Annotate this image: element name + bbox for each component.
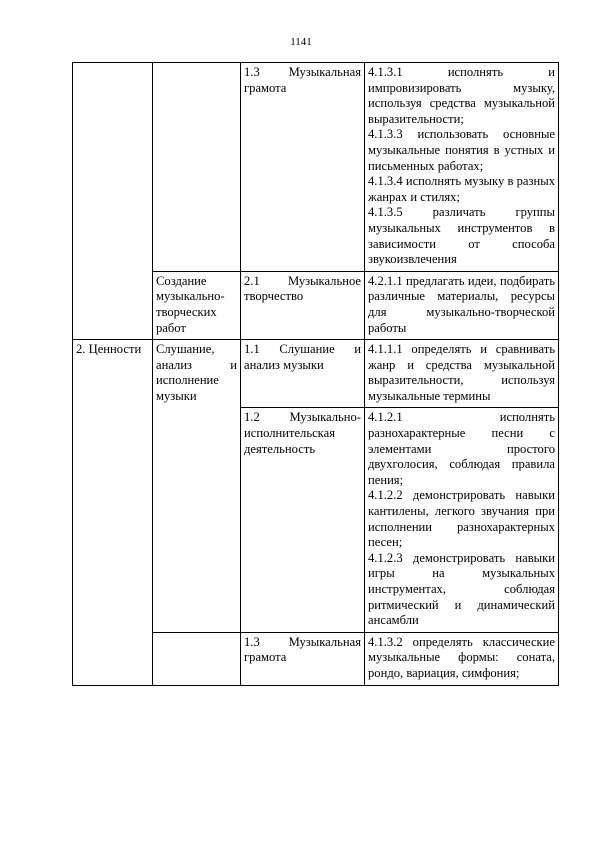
subsection-cell: 1.1 Слушание и анализ музыки bbox=[241, 340, 365, 408]
subsection-cell: 1.3 Музыкальная грамота bbox=[241, 63, 365, 272]
outcome-item: 4.1.2.2 демонстрировать навыки кантилены, легкого звучания при исполнении разнохарактерных песен; bbox=[368, 488, 555, 550]
subsection-cell: 2.1 Музыкальное творчество bbox=[241, 271, 365, 339]
outcome-item: 4.2.1.1 предлагать идеи, подбирать различные материалы, ресурсы для музыкально-творческой работы bbox=[368, 273, 555, 335]
outcomes-cell bbox=[365, 340, 559, 408]
outcomes-cell bbox=[365, 408, 559, 632]
curriculum-table bbox=[72, 62, 559, 686]
outcomes-cell bbox=[365, 63, 559, 272]
outcome-item: 4.1.2.3 демонстрировать навыки игры на музыкальных инструментах, соблюдая ритмический и динамический ансамбли bbox=[368, 550, 555, 628]
table-row bbox=[73, 340, 559, 408]
outcome-item: 4.1.3.1 исполнять и импровизировать музыку, используя средства музыкальной выразительности; bbox=[368, 65, 555, 126]
subsection-cell: 1.3 Музыкальная грамота bbox=[241, 632, 365, 685]
value-cell bbox=[73, 63, 153, 340]
outcome-item: 4.1.3.2 определять классические музыкальные формы: соната, рондо, вариация, симфония; bbox=[368, 634, 555, 680]
subsection-cell: 1.2 Музыкально-исполнительская деятельность bbox=[241, 408, 365, 632]
outcomes-cell bbox=[365, 271, 559, 339]
outcome-item: 4.1.1.1 определять и сравнивать жанр и средства музыкальной выразительности, используя музыкальные термины bbox=[368, 342, 555, 403]
section-cell: Создание музыкально-творческих работ bbox=[153, 271, 241, 339]
section-cell bbox=[153, 632, 241, 685]
outcome-item: 4.1.3.4 исполнять музыку в разных жанрах и стилях; bbox=[368, 174, 555, 204]
outcome-item: 4.1.2.1 исполнять разнохарактерные песни с элементами простого двухголосия, соблюдая правила пения; bbox=[368, 410, 555, 487]
outcomes-cell bbox=[365, 632, 559, 685]
outcome-item: 4.1.3.3 использовать основные музыкальные понятия в устных и письменных работах; bbox=[368, 127, 555, 173]
section-cell: Слушание, анализ и исполнение музыки bbox=[153, 340, 241, 633]
table-row bbox=[73, 63, 559, 272]
section-cell bbox=[153, 63, 241, 272]
page-number: 1141 bbox=[290, 36, 312, 48]
value-cell: 2. Ценности bbox=[73, 340, 153, 685]
outcome-item: 4.1.3.5 различать группы музыкальных инструментов в зависимости от способа звукоизвлечения bbox=[368, 205, 555, 267]
